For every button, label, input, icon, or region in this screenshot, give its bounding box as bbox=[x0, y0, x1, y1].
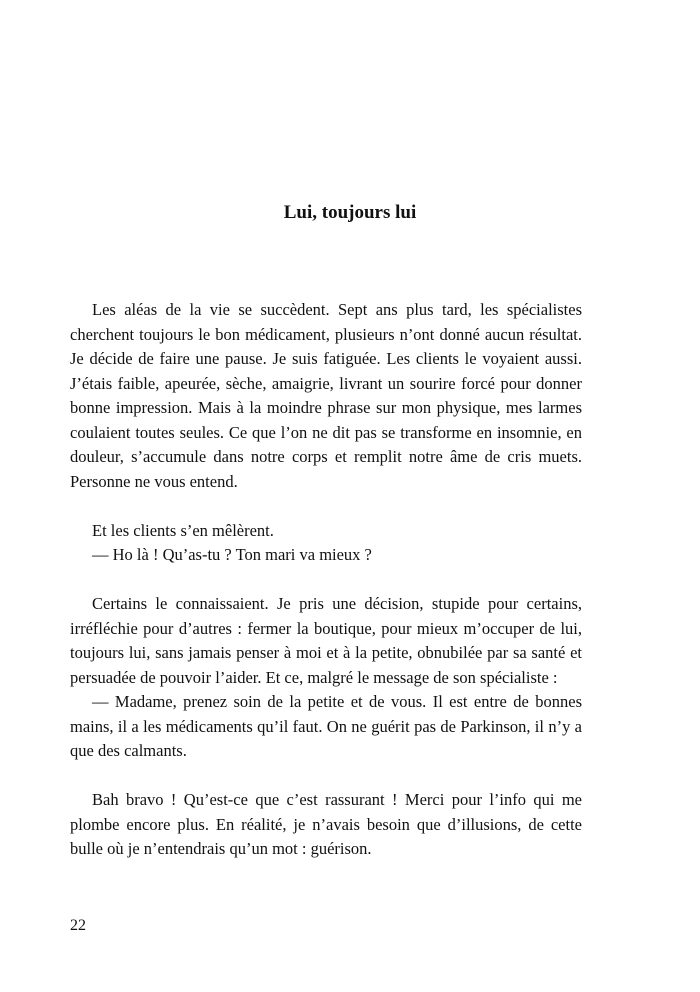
dialogue-line-clients: — Ho là ! Qu’as-tu ? Ton mari va mieux ? bbox=[92, 545, 372, 564]
paragraph-clients: Et les clients s’en mêlèrent. bbox=[92, 520, 274, 540]
body-text bbox=[70, 298, 582, 862]
paragraph-reaction: Bah bravo ! Qu’est-ce que c’est rassurant ! Merci pour l’info qui me plombe encore plus. En réalité, je n’avais besoin que d’illusions, de cette bulle où je n’entendrais qu’un mot : guérison. bbox=[70, 790, 582, 858]
dialogue-line-specialist: — Madame, prenez soin de la petite et de vous. Il est entre de bonnes mains, il a les médicaments qu’il faut. On ne guérit pas de Parkinson, il n’y a que des calmants. bbox=[70, 692, 582, 760]
paragraph-intro: Les aléas de la vie se succèdent. Sept ans plus tard, les spécialistes cherchent toujours le bon médicament, plusieurs n’ont donné aucun résultat. Je décide de faire une pause. Je suis fatiguée. Les clients le voyaient aussi. J’étais faible, apeurée, sèche, amaigrie, livrant un sourire forcé pour donner bonne impression. Mais à la moindre phrase sur mon physique, mes larmes coulaient toutes seules. Ce que l’on ne dit pas se transforme en insomnie, en douleur, s’accumule dans notre corps et remplit notre âme de cris muets. Personne ne vous entend. bbox=[70, 300, 582, 491]
paragraph-decision: Certains le connaissaient. Je pris une décision, stupide pour certains, irréfléchie pour d’autres : fermer la boutique, pour mieux m’occuper de lui, toujours lui, sans jamais penser à moi et à la petite, obnubilée par sa santé et persuadée de pouvoir l’aider. Et ce, malgré le message de son spécialiste : bbox=[70, 594, 582, 687]
chapter-title: Lui, toujours lui bbox=[283, 202, 417, 223]
page-number: 22 bbox=[70, 917, 86, 934]
